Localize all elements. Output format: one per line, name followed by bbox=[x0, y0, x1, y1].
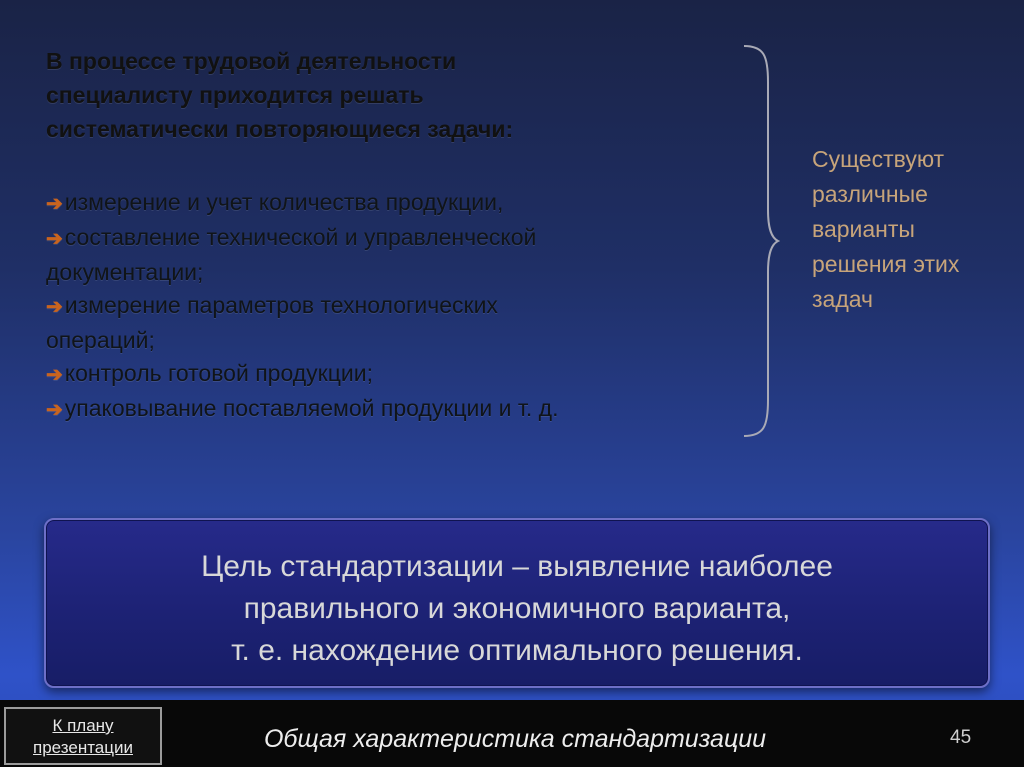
list-item-text: составление технической и управленческой bbox=[64, 224, 537, 250]
variants-text bbox=[812, 142, 1002, 317]
list-item bbox=[46, 357, 766, 392]
list-item-text: упаковывание поставляемой продукции и т. д. bbox=[64, 395, 559, 421]
variants-line: решения этих bbox=[812, 251, 960, 277]
right-arrow-icon: ➔ bbox=[46, 296, 63, 318]
goal-line: Цель стандартизации – выявление наиболее bbox=[201, 550, 833, 583]
list-item-text-continued: документации; bbox=[46, 259, 204, 285]
back-to-plan-button[interactable] bbox=[4, 707, 162, 765]
plan-button-label[interactable]: презентации bbox=[33, 738, 133, 757]
goal-line: правильного и экономичного варианта, bbox=[243, 592, 791, 625]
variants-line: варианты bbox=[812, 216, 915, 242]
footer-title: Общая характеристика стандартизации bbox=[263, 725, 767, 753]
right-arrow-icon: ➔ bbox=[46, 364, 63, 386]
task-list bbox=[46, 186, 766, 427]
list-item bbox=[46, 392, 766, 427]
right-arrow-icon: ➔ bbox=[46, 193, 63, 215]
variants-line: Существуют bbox=[812, 146, 945, 172]
goal-callout bbox=[44, 518, 990, 688]
intro-text bbox=[46, 44, 746, 146]
goal-line: т. е. нахождение оптимального решения. bbox=[231, 634, 803, 667]
list-item-text: измерение и учет количества продукции, bbox=[64, 189, 504, 215]
plan-button-label[interactable]: К плану bbox=[52, 716, 114, 735]
curly-brace-icon bbox=[730, 42, 780, 440]
variants-line: задач bbox=[812, 286, 874, 312]
right-arrow-icon: ➔ bbox=[46, 228, 63, 250]
list-item bbox=[46, 289, 766, 357]
list-item-text: контроль готовой продукции; bbox=[64, 360, 373, 386]
list-item bbox=[46, 221, 766, 289]
list-item bbox=[46, 186, 766, 221]
slide-number: 45 bbox=[950, 727, 972, 748]
intro-line: систематически повторяющиеся задачи: bbox=[46, 116, 514, 142]
intro-line: В процессе трудовой деятельности bbox=[46, 48, 457, 74]
right-arrow-icon: ➔ bbox=[46, 399, 63, 421]
list-item-text: измерение параметров технологических bbox=[64, 292, 498, 318]
variants-line: различные bbox=[812, 181, 928, 207]
list-item-text-continued: операций; bbox=[46, 327, 155, 353]
intro-line: специалисту приходится решать bbox=[46, 82, 424, 108]
